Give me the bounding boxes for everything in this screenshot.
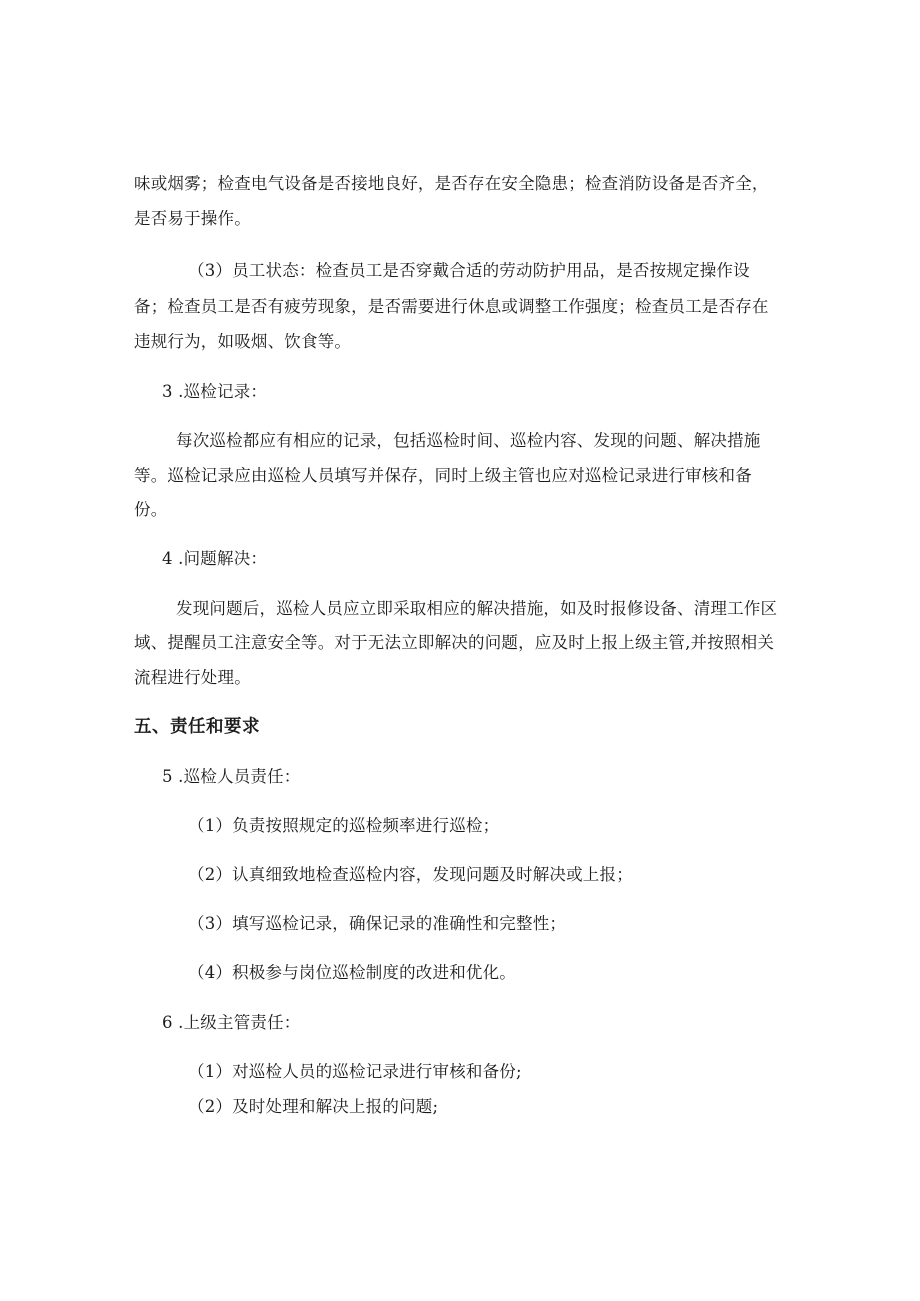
- records-paragraph-line-1: 每次巡检都应有相应的记录，包括巡检时间、巡检内容、发现的问题、解决措施: [176, 431, 761, 450]
- inspector-item-1: （1）负责按照规定的巡检频率进行巡检；: [188, 816, 500, 835]
- problems-section-title: 4 .问题解决：: [162, 549, 268, 568]
- inspector-item-2: （2）认真细致地检查巡检内容，发现问题及时解决或上报；: [188, 865, 633, 884]
- inspector-item-4: （4）积极参与岗位巡检制度的改进和优化。: [188, 963, 516, 982]
- env-paragraph-line-1: 味或烟雾；检查电气设备是否接地良好，是否存在安全隐患；检查消防设备是否齐全，: [134, 174, 769, 193]
- inspector-item-3: （3）填写巡检记录，确保记录的准确性和完整性；: [188, 914, 567, 933]
- records-section-title: 3 .巡检记录：: [162, 382, 268, 401]
- env-paragraph-line-2: 是否易于操作。: [134, 209, 251, 228]
- problems-paragraph-line-1: 发现问题后，巡检人员应立即采取相应的解决措施，如及时报修设备、清理工作区: [176, 599, 778, 618]
- supervisor-item-2: （2）及时处理和解决上报的问题;: [188, 1097, 439, 1116]
- inspector-section-title: 5 .巡检人员责任：: [162, 767, 301, 786]
- records-paragraph-line-2: 等。巡检记录应由巡检人员填写并保存，同时上级主管也应对巡检记录进行审核和备: [134, 466, 752, 485]
- chapter-five-heading: 五、责任和要求: [134, 717, 260, 737]
- staff-paragraph-line-3: 违规行为，如吸烟、饮食等。: [134, 332, 352, 351]
- staff-paragraph-line-1: （3）员工状态：检查员工是否穿戴合适的劳动防护用品，是否按规定操作设: [188, 261, 750, 280]
- supervisor-item-1: （1）对巡检人员的巡检记录进行审核和备份;: [188, 1062, 522, 1081]
- staff-paragraph-line-2: 备；检查员工是否有疲劳现象，是否需要进行休息或调整工作强度；检查员工是否存在: [134, 297, 769, 316]
- records-paragraph-line-3: 份。: [134, 500, 168, 519]
- problems-paragraph-line-3: 流程进行处理。: [134, 668, 251, 687]
- problems-paragraph-line-2: 域、提醒员工注意安全等。对于无法立即解决的问题，应及时上报上级主管,并按照相关: [134, 633, 775, 652]
- supervisor-section-title: 6 .上级主管责任：: [162, 1013, 301, 1032]
